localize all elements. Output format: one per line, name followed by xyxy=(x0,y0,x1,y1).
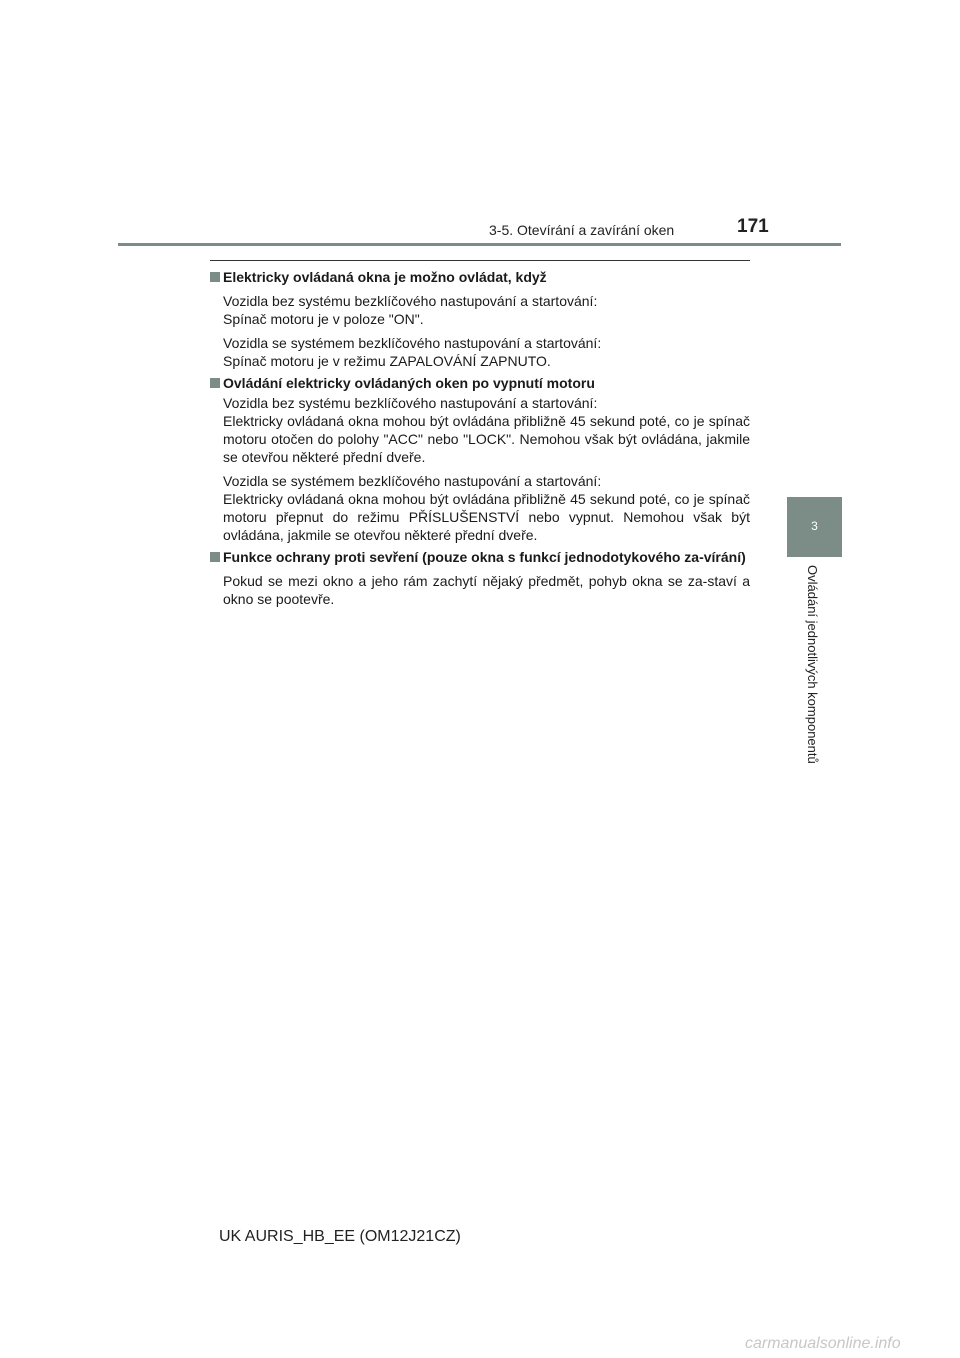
chapter-tab xyxy=(787,497,842,557)
main-content xyxy=(210,264,750,608)
square-bullet-icon xyxy=(210,378,220,388)
paragraph xyxy=(210,472,750,544)
paragraph-line: Elektricky ovládaná okna mohou být ovládána přibližně 45 sekund poté, co je spínač motoru přepnut do režimu PŘÍSLUŠENSTVÍ nebo vypnut. Nemohou však být ovládána, jakmile se otevřou některé přední dveře. xyxy=(223,491,750,543)
content-divider xyxy=(210,260,750,261)
paragraph-line: Vozidla bez systému bezklíčového nastupování a startování: xyxy=(223,293,598,309)
square-bullet-icon xyxy=(210,272,220,282)
section-heading-text: Ovládání elektricky ovládaných oken po vypnutí motoru xyxy=(223,375,595,391)
footer-document-code: UK AURIS_HB_EE (OM12J21CZ) xyxy=(219,1228,461,1245)
section-heading-text: Elektricky ovládaná okna je možno ovládat, když xyxy=(223,269,547,285)
paragraph xyxy=(210,394,750,466)
section-heading xyxy=(210,268,750,286)
square-bullet-icon xyxy=(210,552,220,562)
paragraph-line: Spínač motoru je v režimu ZAPALOVÁNÍ ZAPNUTO. xyxy=(223,353,551,369)
paragraph-line: Spínač motoru je v poloze "ON". xyxy=(223,311,424,327)
watermark: carmanualsonline.info xyxy=(745,1335,901,1352)
section-heading xyxy=(210,548,750,566)
page-header xyxy=(0,0,960,250)
paragraph-line: Pokud se mezi okno a jeho rám zachytí nějaký předmět, pohyb okna se za-staví a okno se pootevře. xyxy=(223,573,750,607)
section-heading-text: Funkce ochrany proti sevření (pouze okna s funkcí jednodotykového za-vírání) xyxy=(223,549,746,565)
section-title: 3-5. Otevírání a zavírání oken xyxy=(489,222,675,238)
chapter-number: 3 xyxy=(811,519,818,533)
paragraph xyxy=(210,334,750,370)
paragraph-line: Vozidla se systémem bezklíčového nastupování a startování: xyxy=(223,473,602,489)
paragraph-line: Vozidla bez systému bezklíčového nastupování a startování: xyxy=(223,395,598,411)
paragraph-line: Vozidla se systémem bezklíčového nastupování a startování: xyxy=(223,335,602,351)
page-number: 171 xyxy=(737,216,769,237)
paragraph xyxy=(210,292,750,328)
header-rule xyxy=(118,243,841,246)
paragraph-line: Elektricky ovládaná okna mohou být ovládána přibližně 45 sekund poté, co je spínač motoru otočen do polohy "ACC" nebo "LOCK". Nemohou však být ovládána, jakmile se otevřou některé přední dveře. xyxy=(223,413,750,465)
section-heading xyxy=(210,374,750,392)
chapter-label: Ovládání jednotlivých komponentů xyxy=(805,565,820,764)
paragraph xyxy=(210,572,750,608)
